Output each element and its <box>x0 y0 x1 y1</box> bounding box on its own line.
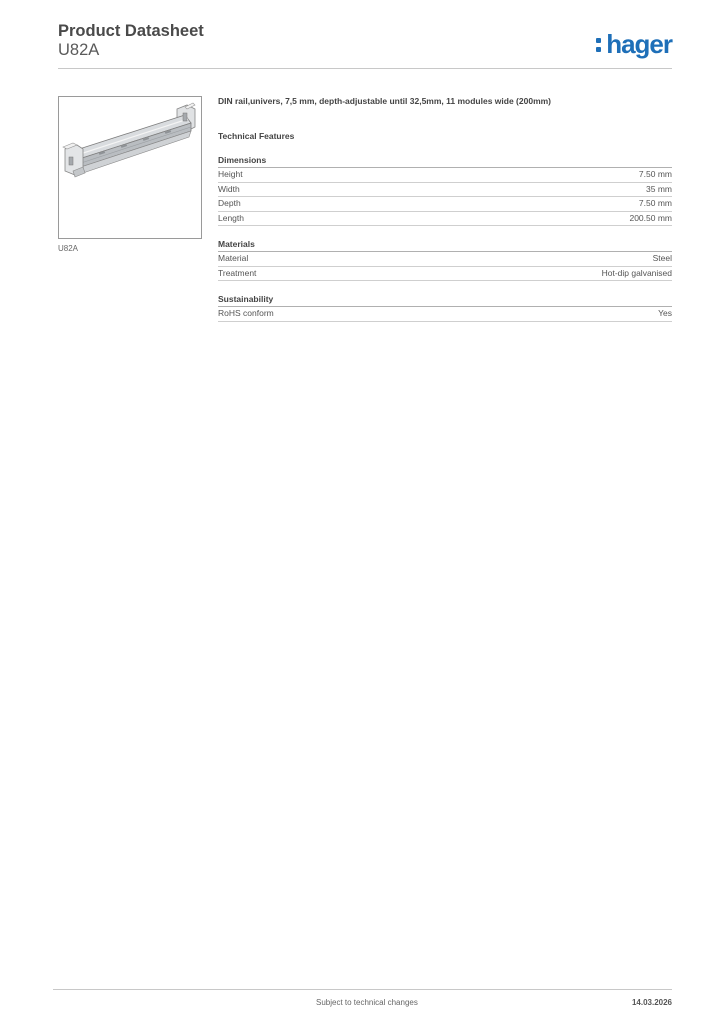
section-title: Sustainability <box>218 294 672 307</box>
spec-label: Height <box>218 169 243 179</box>
spec-label: Material <box>218 253 249 263</box>
spec-row <box>218 168 672 183</box>
product-code: U82A <box>58 41 100 59</box>
spec-row <box>218 183 672 198</box>
product-image <box>58 96 202 239</box>
spec-value: 200.50 mm <box>629 212 672 223</box>
logo-text: hager <box>606 29 672 59</box>
spec-row <box>218 307 672 322</box>
spec-label: Width <box>218 183 240 194</box>
spec-row <box>218 252 672 267</box>
spec-row <box>218 197 672 212</box>
spec-value: 7.50 mm <box>638 169 672 179</box>
spec-row <box>218 212 672 227</box>
spec-label: Depth <box>218 198 241 208</box>
product-details <box>218 96 672 322</box>
din-rail-product-image <box>59 97 201 238</box>
document-title: Product Datasheet <box>58 22 204 40</box>
product-description: DIN rail,univers, 7,5 mm, depth-adjustable until 32,5mm, 11 modules wide (200mm) <box>218 96 552 106</box>
spec-row <box>218 267 672 282</box>
spec-value: Steel <box>652 253 672 263</box>
section-materials <box>218 239 672 281</box>
footer-divider <box>53 989 672 990</box>
section-sustainability <box>218 294 672 322</box>
footer-note: Subject to technical changes <box>316 998 418 1007</box>
feature-sections <box>218 155 672 322</box>
header-divider <box>58 68 672 69</box>
spec-label: RoHS conform <box>218 308 274 318</box>
section-dimensions <box>218 155 672 226</box>
spec-label: Length <box>218 212 244 223</box>
section-title: Dimensions <box>218 155 672 168</box>
spec-label: Treatment <box>218 267 257 278</box>
logo-colon-icon <box>596 33 604 55</box>
footer-date: 14.03.2026 <box>631 998 672 1007</box>
spec-value: Hot-dip galvanised <box>601 267 672 278</box>
technical-features-heading: Technical Features <box>218 131 295 141</box>
page-header <box>58 20 672 68</box>
hager-logo <box>596 28 672 60</box>
spec-value: 35 mm <box>646 183 672 194</box>
section-title: Materials <box>218 239 672 252</box>
spec-value: Yes <box>658 308 672 318</box>
spec-value: 7.50 mm <box>638 198 672 208</box>
image-caption: U82A <box>58 244 79 253</box>
